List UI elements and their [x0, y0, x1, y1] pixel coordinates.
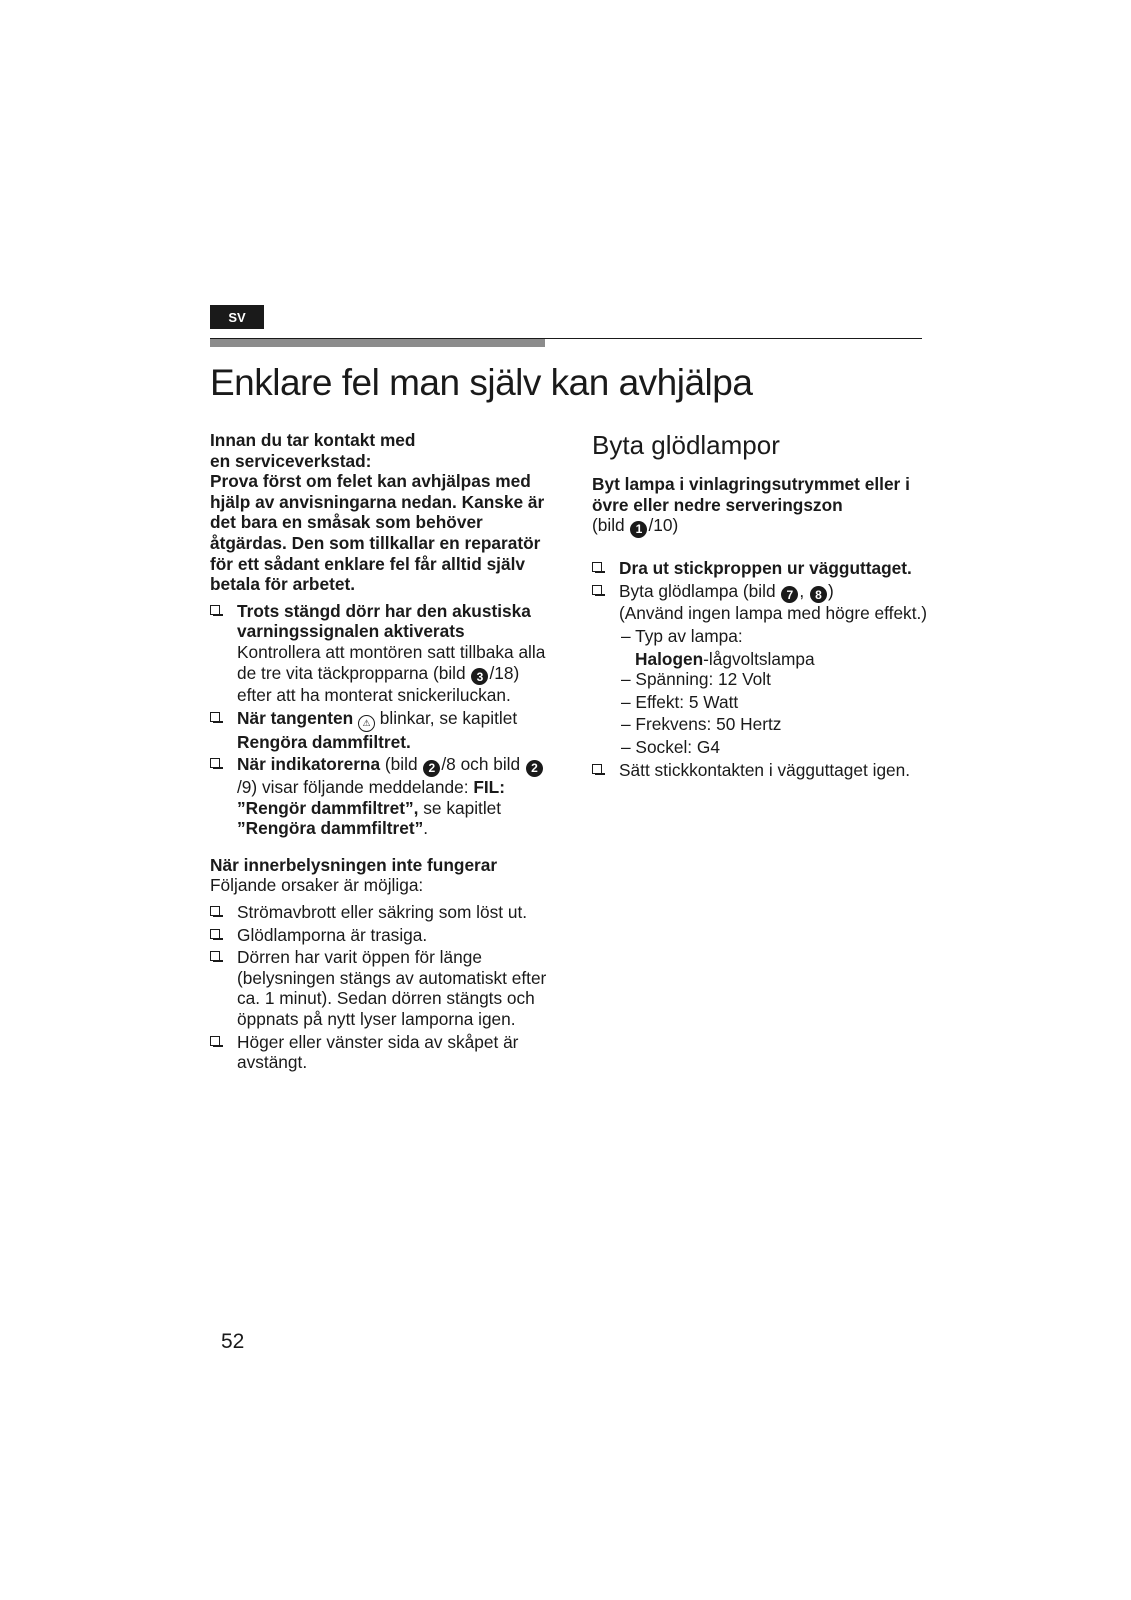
ref-text: (bild: [592, 515, 630, 536]
figure-number-icon: 1: [630, 521, 647, 538]
figure-number-icon: 3: [471, 668, 488, 685]
item-bold-mid: FIL: ”Rengör dammfiltret”,: [237, 777, 505, 818]
spec-type-label: – Typ av lampa:: [621, 625, 743, 646]
page-number: 52: [221, 1330, 245, 1353]
lighting-heading: När innerbelysningen inte fungerar: [210, 854, 498, 875]
spacer: [592, 538, 932, 558]
checkbox-bullet-icon: [592, 562, 602, 572]
lighting-subheading: Följande orsaker är möjliga:: [210, 875, 424, 896]
spec-socket: – Sockel: G4: [621, 736, 720, 757]
intro-line-2: en serviceverkstad:: [210, 450, 372, 471]
checkbox-bullet-icon: [592, 764, 602, 774]
figure-number-icon: 8: [810, 586, 827, 603]
spec-power: – Effekt: 5 Watt: [621, 691, 739, 712]
list-item: [592, 581, 932, 758]
figure-number-icon: 2: [423, 760, 440, 777]
checkbox-bullet-icon: [210, 929, 220, 939]
spec-list: [619, 626, 932, 758]
item-bold-end: ”Rengöra dammfiltret”: [237, 818, 424, 839]
intro-block: [210, 430, 550, 595]
item-bold-start: När tangenten: [237, 707, 354, 728]
step-text: Dra ut stickproppen ur vägguttaget.: [619, 557, 912, 578]
item-text: Strömavbrott eller säkring som löst ut.: [237, 902, 528, 923]
item-bold-end: Rengöra dammfiltret.: [237, 731, 411, 752]
item-text-part: .: [423, 818, 429, 839]
right-column: [592, 430, 932, 782]
spec-type-bold: Halogen: [635, 648, 704, 669]
step-text-part: ,: [799, 580, 809, 601]
step-text-part: ): [828, 580, 834, 601]
checkbox-bullet-icon: [210, 605, 220, 615]
spec-voltage: – Spänning: 12 Volt: [621, 669, 771, 690]
step-text: [619, 581, 932, 604]
spec-type-rest: -lågvoltslampa: [703, 648, 815, 669]
language-tab: [210, 305, 264, 329]
item-text-part: (bild: [380, 754, 423, 775]
checkbox-bullet-icon: [210, 758, 220, 768]
item-text: [237, 708, 550, 752]
language-label: SV: [228, 309, 246, 325]
step-text-part: Byta glödlampa (bild: [619, 580, 781, 601]
intro-line-1: Innan du tar kontakt med: [210, 430, 416, 450]
checkbox-bullet-icon: [210, 712, 220, 722]
checkbox-bullet-icon: [592, 585, 602, 595]
spec-type-value: [619, 649, 932, 670]
figure-number-icon: 7: [781, 586, 798, 603]
list-item: [210, 902, 550, 923]
step-text: Sätt stickkontakten i vägguttaget igen.: [619, 759, 911, 780]
list-item: [210, 925, 550, 946]
item-text-part: /8 och bild: [441, 754, 525, 775]
list-item: [210, 601, 550, 706]
item-bold-start: När indikatorerna: [237, 754, 381, 775]
item-heading: Trots stängd dörr har den akustiska varningssignalen aktiverats: [237, 600, 531, 642]
figure-number-icon: 2: [526, 760, 543, 777]
checkbox-bullet-icon: [210, 906, 220, 916]
spec-frequency: – Frekvens: 50 Hertz: [621, 714, 782, 735]
warning-key-icon: ⚠: [358, 715, 375, 732]
item-text-part: se kapitlet: [418, 797, 502, 818]
intro-body: Prova först om felet kan avhjälpas med hjälp av anvisningarna nedan. Kanske är det bara en småsak som behöver åtgärdas. Den som tillkallar en reparatör för ett sådant enklare fel får alltid själv betala för arbetet.: [210, 471, 545, 595]
item-text-part: Kontrollera att montören satt tillbaka alla de tre vita täckpropparna (bild: [237, 641, 546, 683]
section-title: Byta glödlampor: [592, 430, 780, 460]
item-text-part: /18) efter att ha monterat snickeriluckan.: [237, 662, 520, 706]
list-item: [210, 1032, 550, 1073]
item-text-part: /9) visar följande meddelande:: [237, 777, 474, 798]
ref-text: /10): [648, 515, 679, 536]
section-subtitle: Byt lampa i vinlagringsutrymmet eller i övre eller nedre serveringszon: [592, 474, 910, 515]
item-text: [237, 754, 550, 839]
item-text-part: blinkar, se kapitlet: [375, 707, 518, 728]
list-item: [592, 558, 932, 579]
figure-reference: [592, 515, 932, 538]
list-item: [210, 708, 550, 752]
header-bar: [210, 339, 545, 347]
page-title: Enklare fel man själv kan avhjälpa: [210, 362, 753, 403]
list-item: [592, 760, 932, 781]
list-item: [210, 947, 550, 1029]
item-text: Dörren har varit öppen för länge (belysningen stängs av automatiskt efter ca. 1 minut). Sedan dörren stängts och öppnats på nytt lyser lamporna igen.: [237, 947, 547, 1030]
step-note: (Använd ingen lampa med högre effekt.): [619, 603, 928, 624]
item-text: [237, 642, 550, 706]
item-text: Glödlamporna är trasiga.: [237, 924, 428, 945]
item-text: Höger eller vänster sida av skåpet är avstängt.: [237, 1031, 519, 1073]
list-item: [210, 754, 550, 839]
checkbox-bullet-icon: [210, 1036, 220, 1046]
checkbox-bullet-icon: [210, 951, 220, 961]
left-column: [210, 430, 550, 1075]
